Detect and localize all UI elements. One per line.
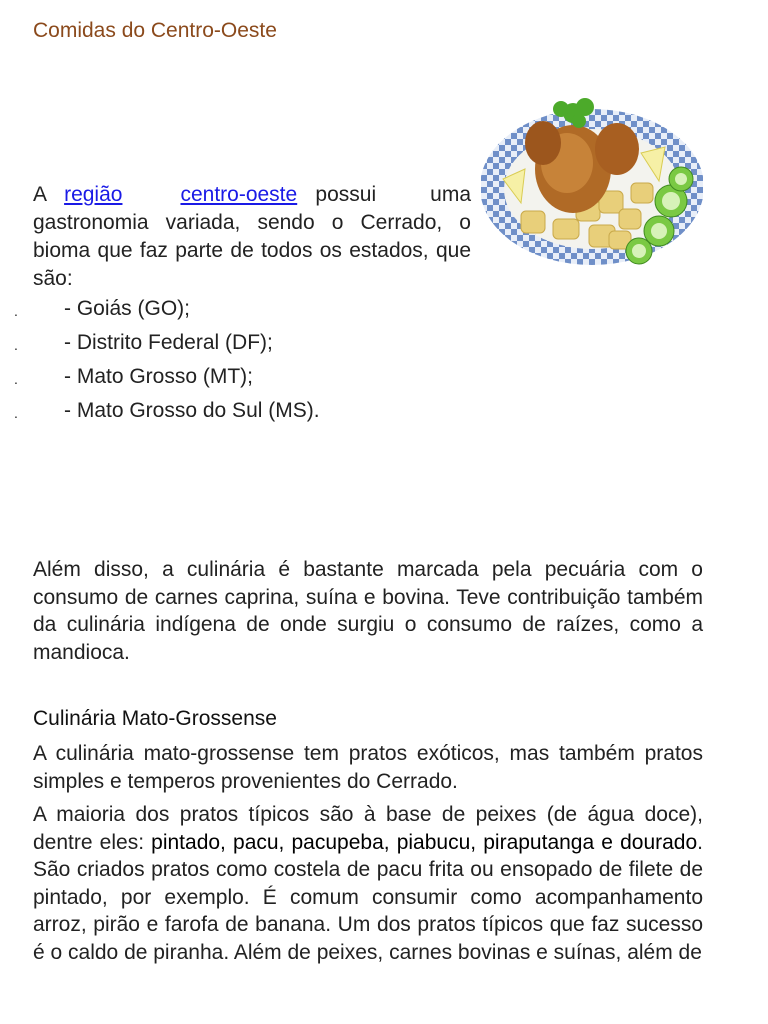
paragraph-peixes	[33, 801, 703, 966]
intro-paragraph	[33, 181, 471, 293]
intro-word-uma: uma	[430, 183, 471, 206]
intro-after-link: possui	[297, 183, 377, 206]
state-distrito-federal: - Distrito Federal (DF);	[64, 331, 273, 354]
bullet-icon: .	[14, 405, 18, 421]
link-word-centro-oeste: centro-oeste	[180, 183, 298, 206]
section-heading-mato-grossense: Culinária Mato-Grossense	[33, 707, 277, 730]
paragraph-mato-grossense: A culinária mato-grossense tem pratos exóticos, mas também pratos simples e temperos provenientes do Cerrado.	[33, 742, 703, 793]
state-mato-grosso-do-sul: - Mato Grosso do Sul (MS).	[64, 399, 320, 422]
paragraph-pecuaria: Além disso, a culinária é bastante marcada pela pecuária com o consumo de carnes caprina, suína e bovina. Teve contribuição também da culinária indígena de onde surgiu o consumo de raízes, como a mandioca.	[33, 558, 703, 664]
page-title: Comidas do Centro-Oeste	[33, 19, 277, 42]
bullet-icon: .	[14, 371, 18, 387]
regiao-centro-oeste-link[interactable]	[64, 183, 297, 206]
intro-rest: gastronomia variada, sendo o Cerrado, o bioma que faz parte de todos os estados, que são:	[33, 211, 471, 290]
roast-chicken-dish-image	[481, 91, 703, 267]
peixes-text-rest: . São criados pratos como costela de pacu frita ou ensopado de filete de pintado, por exemplo. É comum consumir como acompanhamento arroz, pirão e farofa de banana. Um dos pratos típicos que faz sucesso é o caldo de piranha. Além de peixes, carnes bovinas e suínas, além de	[33, 830, 703, 964]
bullet-icon: .	[14, 337, 18, 353]
link-word-regiao: região	[64, 183, 123, 206]
intro-prefix: A	[33, 183, 65, 206]
peixes-text-start: A maioria dos pratos típicos são à base de peixes (de água doce), dentre eles:	[33, 803, 703, 854]
state-goias: - Goiás (GO);	[64, 297, 191, 320]
fish-list: pintado, pacu, pacupeba, piabucu, piraputanga e dourado	[151, 830, 698, 854]
state-mato-grosso: - Mato Grosso (MT);	[64, 365, 254, 388]
bullet-icon: .	[14, 303, 18, 319]
